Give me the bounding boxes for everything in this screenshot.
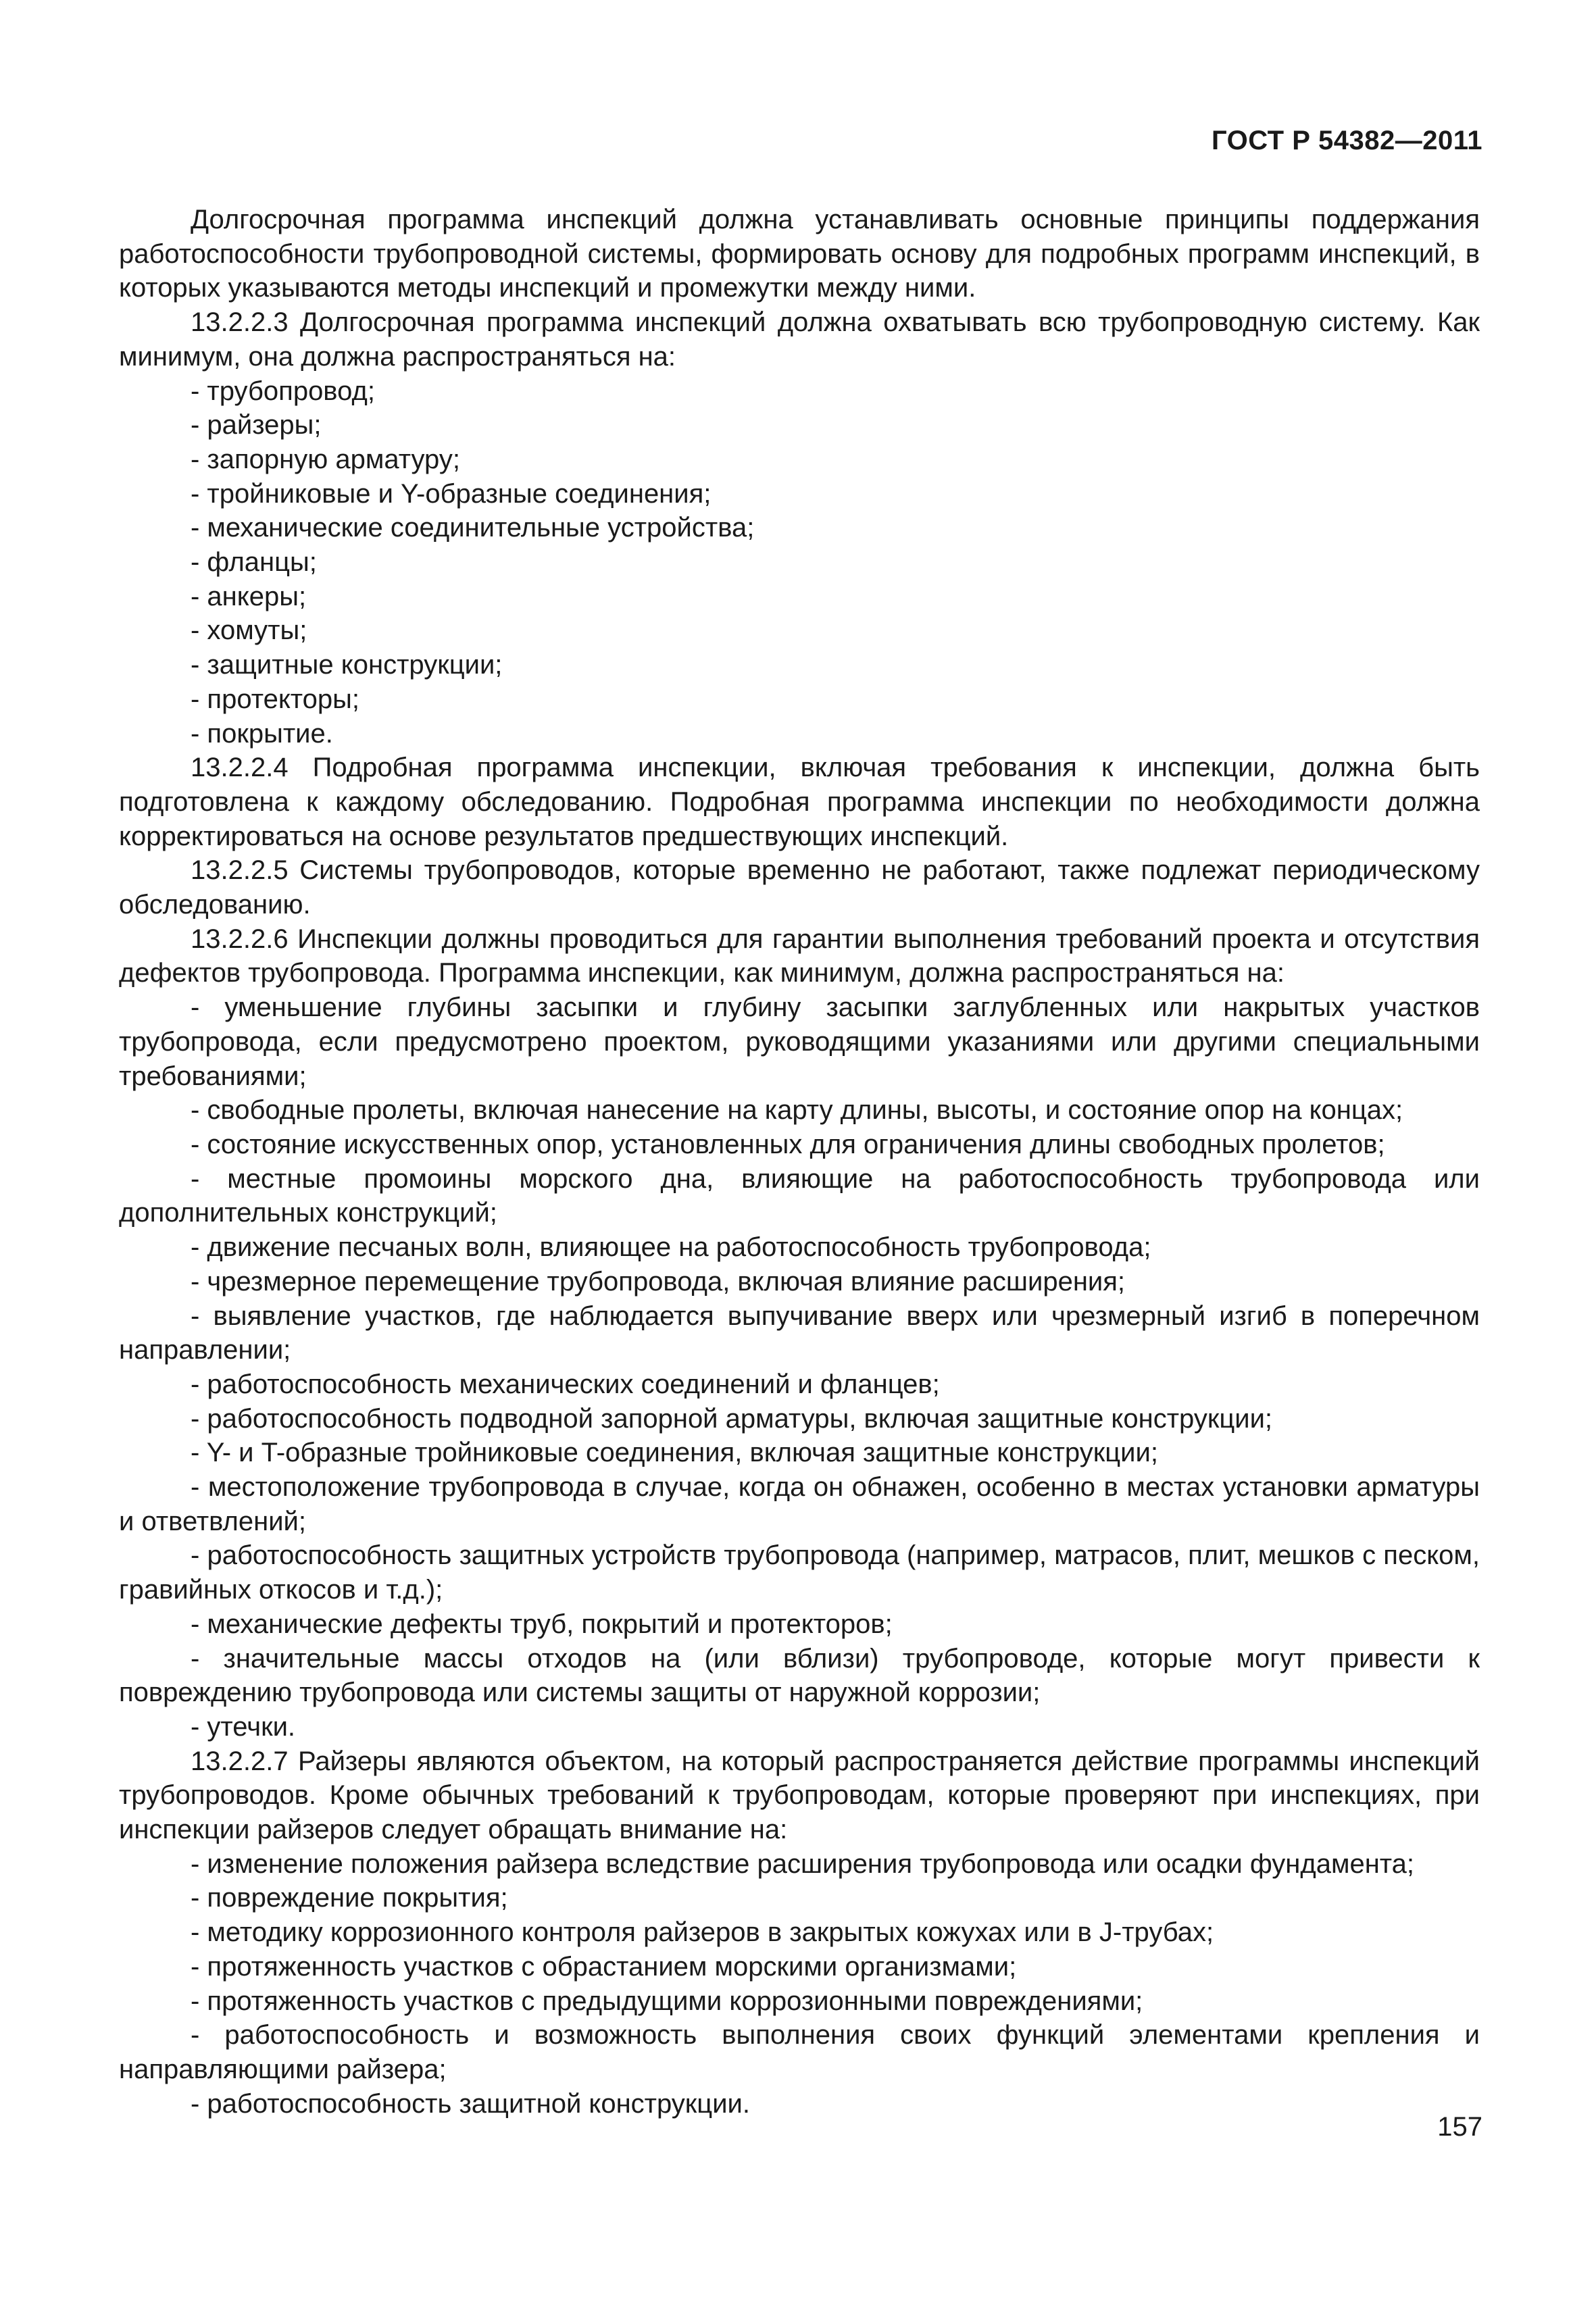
paragraph: - движение песчаных волн, влияющее на работоспособность трубопровода; bbox=[191, 1232, 1151, 1263]
page-number: 157 bbox=[1437, 2112, 1482, 2142]
list-item: - хомуты; bbox=[191, 615, 307, 646]
paragraph: 13.2.2.3 Долгосрочная программа инспекций должна охватывать всю трубопроводную систему. Как минимум, она должна распространяться на: bbox=[119, 307, 1480, 372]
list-item: - тройниковые и Y-образные соединения; bbox=[191, 478, 712, 509]
paragraph: - протяженность участков с предыдущими коррозионными повреждениями; bbox=[191, 1986, 1143, 2016]
list-item: - защитные конструкции; bbox=[191, 650, 503, 680]
paragraph: 13.2.2.5 Системы трубопроводов, которые временно не работают, также подлежат периодическому обследованию. bbox=[119, 855, 1480, 920]
document-code: ГОСТ Р 54382—2011 bbox=[1212, 126, 1482, 155]
list-item: - трубопровод; bbox=[191, 376, 375, 406]
paragraph: - работоспособность подводной запорной арматуры, включая защитные конструкции; bbox=[191, 1403, 1273, 1434]
paragraph: - местоположение трубопровода в случае, когда он обнажен, особенно в местах установки арматуры и ответвлений; bbox=[119, 1472, 1480, 1536]
paragraph: - изменение положения райзера вследствие расширения трубопровода или осадки фундамента; bbox=[191, 1848, 1415, 1879]
paragraph: 13.2.2.6 Инспекции должны проводиться для гарантии выполнения требований проекта и отсутствия дефектов трубопровода. Программа инспекции, как минимум, должна распространяться на: bbox=[119, 924, 1480, 988]
paragraph: - повреждение покрытия; bbox=[191, 1883, 508, 1913]
paragraph: - выявление участков, где наблюдается выпучивание вверх или чрезмерный изгиб в поперечном направлении; bbox=[119, 1301, 1480, 1365]
paragraph: - чрезмерное перемещение трубопровода, включая влияние расширения; bbox=[191, 1266, 1126, 1297]
paragraph: 13.2.2.4 Подробная программа инспекции, включая требования к инспекции, должна быть подготовлена к каждому обследованию. Подробная программа инспекции по необходимости должна корректироваться на основе результатов предшествующих инспекций. bbox=[119, 753, 1480, 851]
paragraph: - работоспособность защитных устройств трубопровода (например, матрасов, плит, мешков с песком, гравийных откосов и т.д.); bbox=[119, 1540, 1480, 1605]
list-item: - протекторы; bbox=[191, 684, 359, 714]
document-body bbox=[119, 203, 1480, 2121]
paragraph: - протяженность участков с обрастанием морскими организмами; bbox=[191, 1951, 1017, 1982]
paragraph: - методику коррозионного контроля райзеров в закрытых кожухах или в J-трубах; bbox=[191, 1917, 1214, 1948]
paragraph: - работоспособность защитной конструкции. bbox=[191, 2088, 751, 2119]
list-item: - покрытие. bbox=[191, 718, 333, 749]
paragraph: - уменьшение глубины засыпки и глубину засыпки заглубленных или накрытых участков трубопровода, если предусмотрено проектом, руководящими указаниями или другими специальными требованиями; bbox=[119, 992, 1480, 1091]
paragraph: - свободные пролеты, включая нанесение на карту длины, высоты, и состояние опор на концах; bbox=[191, 1095, 1403, 1126]
paragraph: - состояние искусственных опор, установленных для ограничения длины свободных пролетов; bbox=[191, 1129, 1385, 1159]
list-item: - запорную арматуру; bbox=[191, 444, 460, 474]
list-item: - фланцы; bbox=[191, 547, 317, 578]
paragraph: - механические дефекты труб, покрытий и протекторов; bbox=[191, 1609, 893, 1639]
paragraph: Долгосрочная программа инспекций должна устанавливать основные принципы поддержания работоспособности трубопроводной системы, формировать основу для подробных программ инспекций, в которых указываются методы инспекций и промежутки между ними. bbox=[119, 205, 1480, 303]
paragraph: - местные промоины морского дна, влияющие на работоспособность трубопровода или дополнительных конструкций; bbox=[119, 1163, 1480, 1228]
paragraph: 13.2.2.7 Райзеры являются объектом, на который распространяется действие программы инспекций трубопроводов. Кроме обычных требований к трубопроводам, которые проверяют при инспекциях, при инспекции райзеров следует обращать внимание на: bbox=[119, 1746, 1480, 1845]
paragraph: - работоспособность и возможность выполнения своих функций элементами крепления и направляющими райзера; bbox=[119, 2020, 1480, 2084]
list-item: - райзеры; bbox=[191, 410, 322, 441]
list-item: - анкеры; bbox=[191, 581, 307, 611]
paragraph: - Y- и T-образные тройниковые соединения, включая защитные конструкции; bbox=[191, 1438, 1158, 1468]
paragraph: - утечки. bbox=[191, 1711, 296, 1742]
paragraph: - работоспособность механических соединений и фланцев; bbox=[191, 1369, 940, 1399]
list-item: - механические соединительные устройства; bbox=[191, 513, 755, 543]
paragraph: - значительные массы отходов на (или вблизи) трубопроводе, которые могут привести к повреждению трубопровода или системы защиты от наружной коррозии; bbox=[119, 1643, 1480, 1708]
